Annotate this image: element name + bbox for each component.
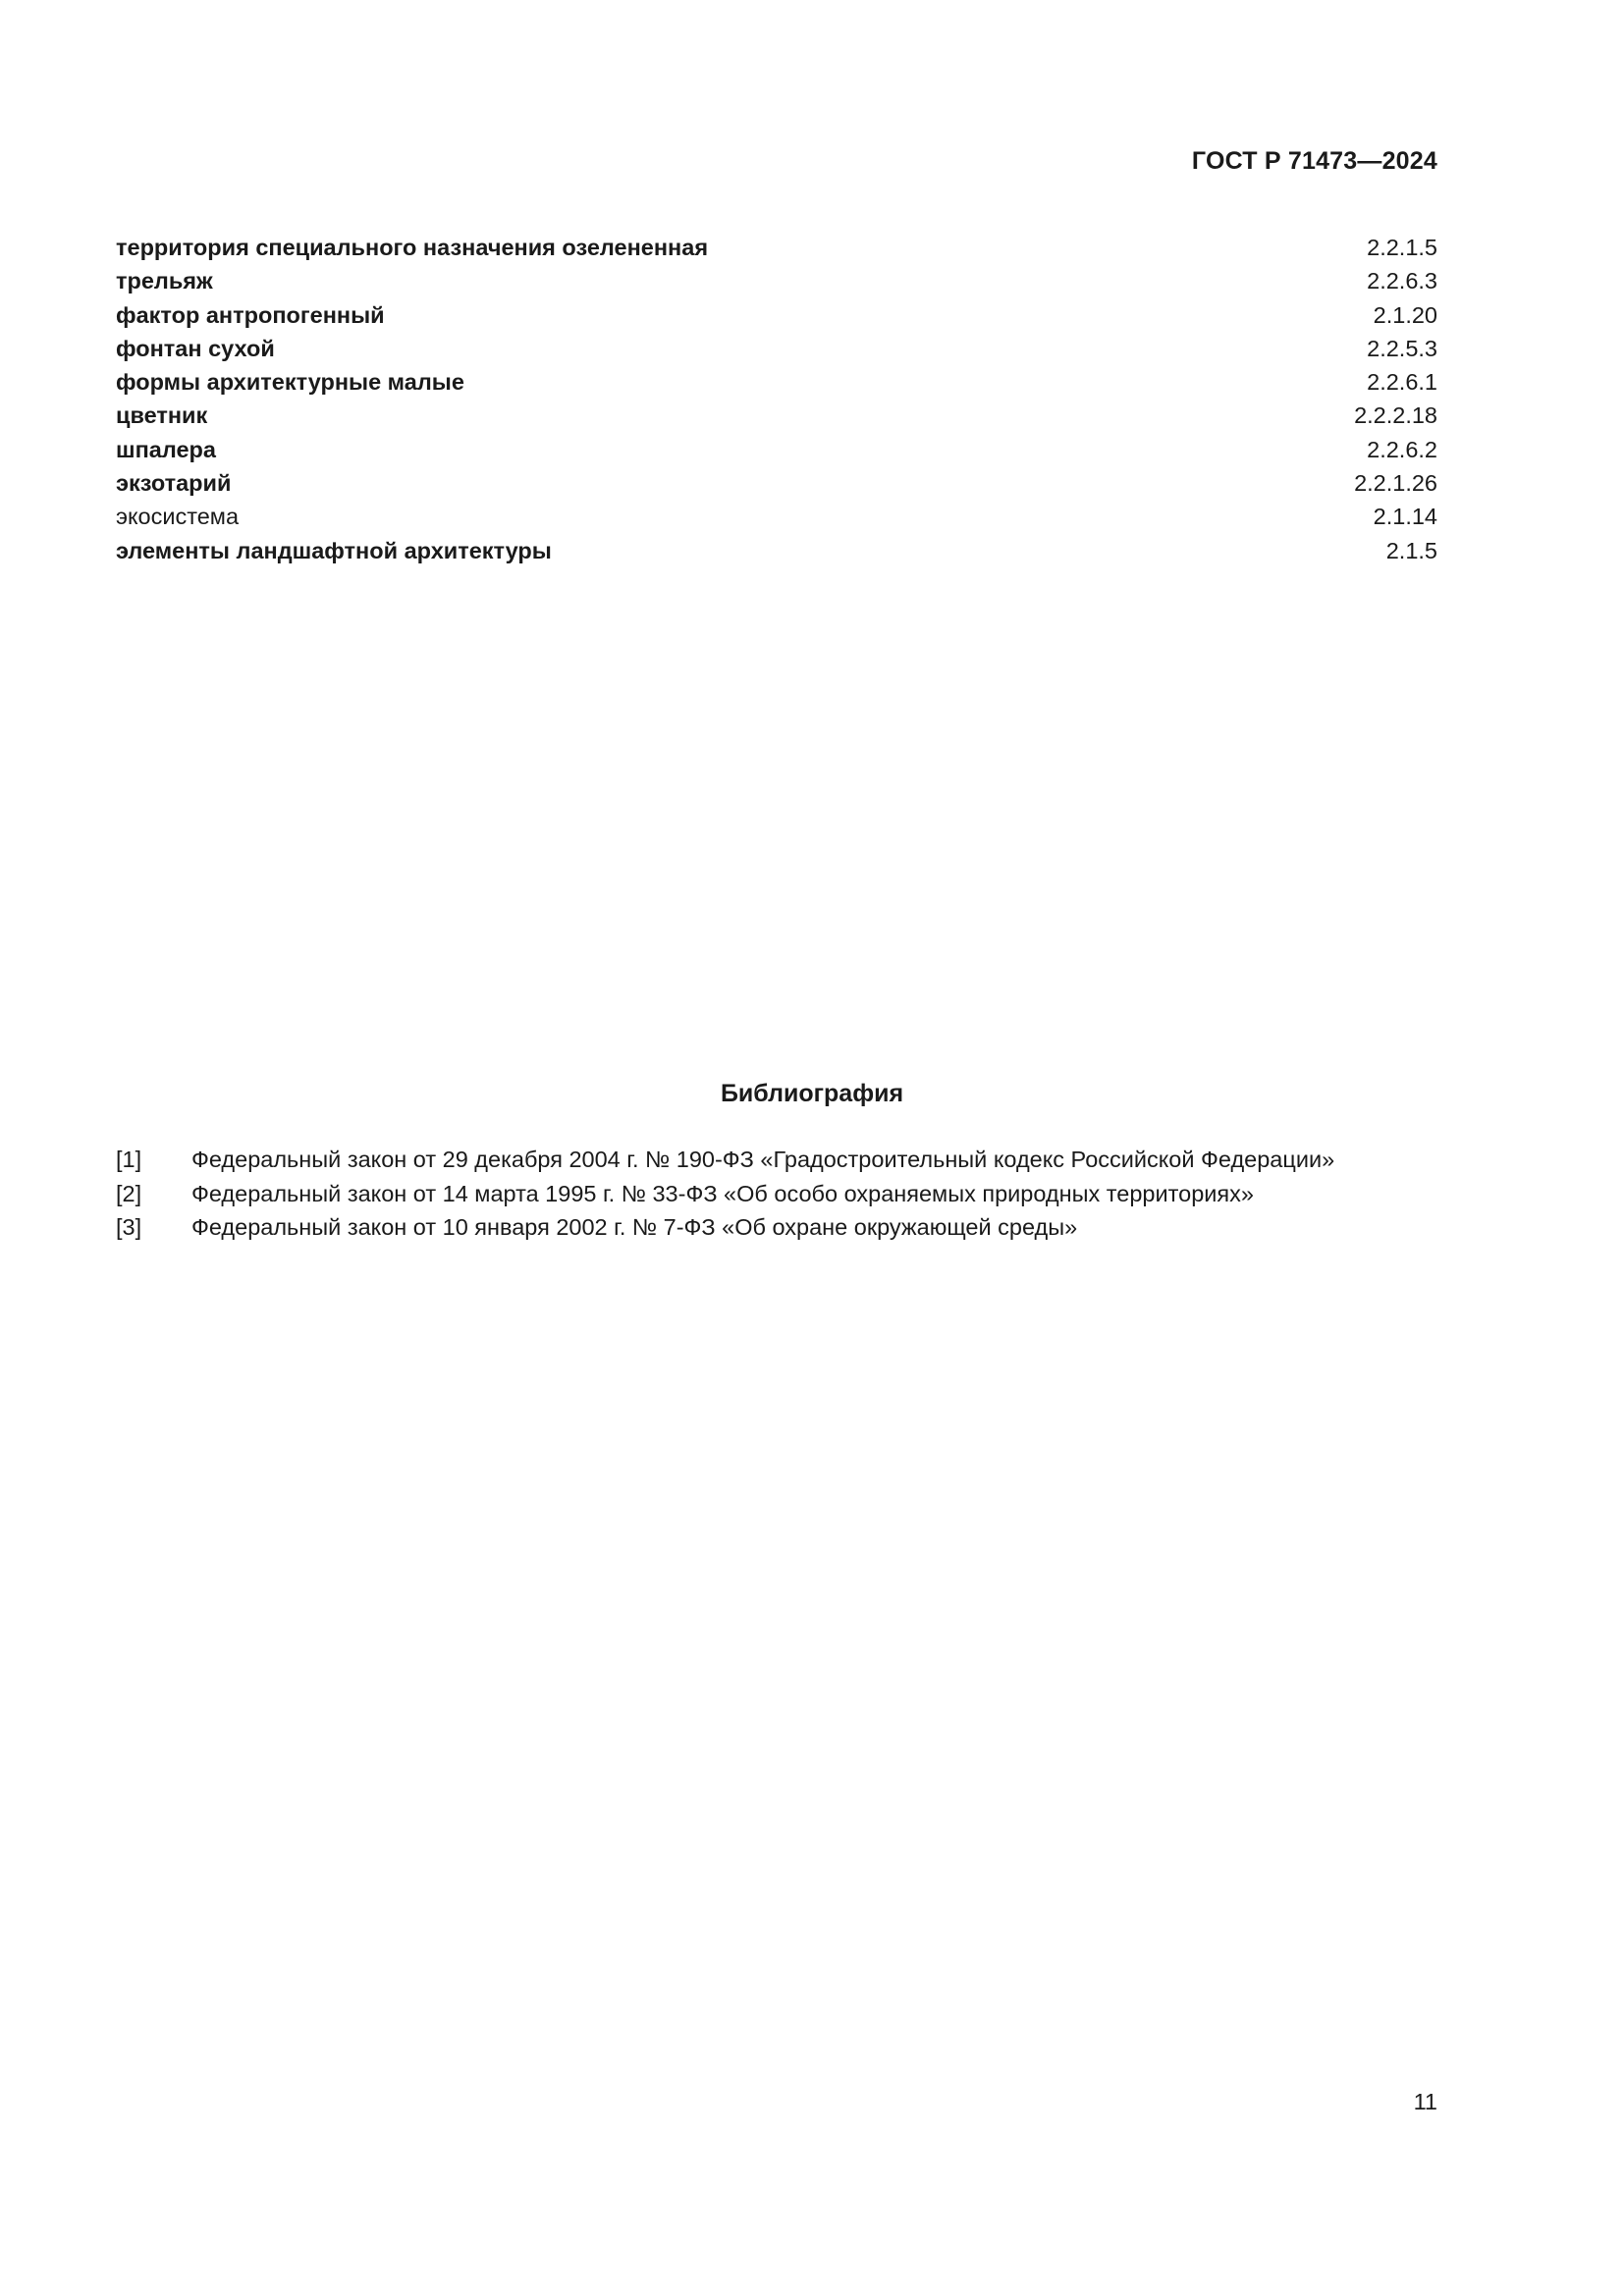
term-index [116, 235, 1437, 571]
bibliography-list [116, 1147, 1437, 1249]
index-ref: 2.2.6.2 [1367, 436, 1437, 462]
bibliography-item [116, 1214, 1437, 1249]
bibliography-number: [3] [116, 1214, 142, 1240]
bibliography-number: [2] [116, 1180, 142, 1206]
bibliography-number: [1] [116, 1147, 142, 1172]
page-number: 11 [1413, 2089, 1437, 2114]
index-ref: 2.1.14 [1373, 504, 1437, 530]
index-term: элементы ландшафтной архитектуры [116, 537, 552, 563]
bibliography-item [116, 1181, 1437, 1215]
bibliography-text: Федеральный закон от 14 марта 1995 г. № 33-ФЗ «Об особо охраняемых природных территориях» [191, 1180, 1254, 1206]
index-row [116, 402, 1437, 436]
bibliography-item [116, 1147, 1437, 1181]
index-row [116, 235, 1437, 268]
index-row [116, 268, 1437, 301]
bibliography-text: Федеральный закон от 10 января 2002 г. № 7-ФЗ «Об охране окружающей среды» [191, 1214, 1078, 1240]
document-header: ГОСТ Р 71473—2024 [1191, 147, 1437, 175]
index-row [116, 369, 1437, 402]
index-row [116, 336, 1437, 369]
index-row [116, 437, 1437, 470]
index-row [116, 538, 1437, 571]
index-ref: 2.2.5.3 [1367, 335, 1437, 361]
bibliography-text: Федеральный закон от 29 декабря 2004 г. № 190-ФЗ «Градостроительный кодекс Российской Федерации» [191, 1147, 1335, 1172]
index-ref: 2.2.6.3 [1367, 268, 1437, 294]
index-row [116, 470, 1437, 504]
index-term: трельяж [116, 268, 213, 294]
index-term: шпалера [116, 436, 216, 462]
index-ref: 2.2.2.18 [1354, 402, 1437, 429]
bibliography-title: Библиография [720, 1080, 904, 1107]
index-ref: 2.1.20 [1373, 301, 1437, 328]
index-term: формы архитектурные малые [116, 369, 464, 396]
index-ref: 2.2.1.26 [1354, 470, 1437, 497]
index-term: экзотарий [116, 470, 232, 497]
index-ref: 2.2.1.5 [1367, 235, 1437, 260]
index-row [116, 504, 1437, 537]
index-ref: 2.1.5 [1385, 537, 1437, 563]
index-row [116, 302, 1437, 336]
index-term: территория специального назначения озелененная [116, 235, 709, 260]
index-term: фонтан сухой [116, 335, 275, 361]
index-term: экосистема [116, 504, 240, 530]
index-term: фактор антропогенный [116, 301, 385, 328]
index-term: цветник [116, 402, 208, 429]
index-ref: 2.2.6.1 [1367, 369, 1437, 396]
